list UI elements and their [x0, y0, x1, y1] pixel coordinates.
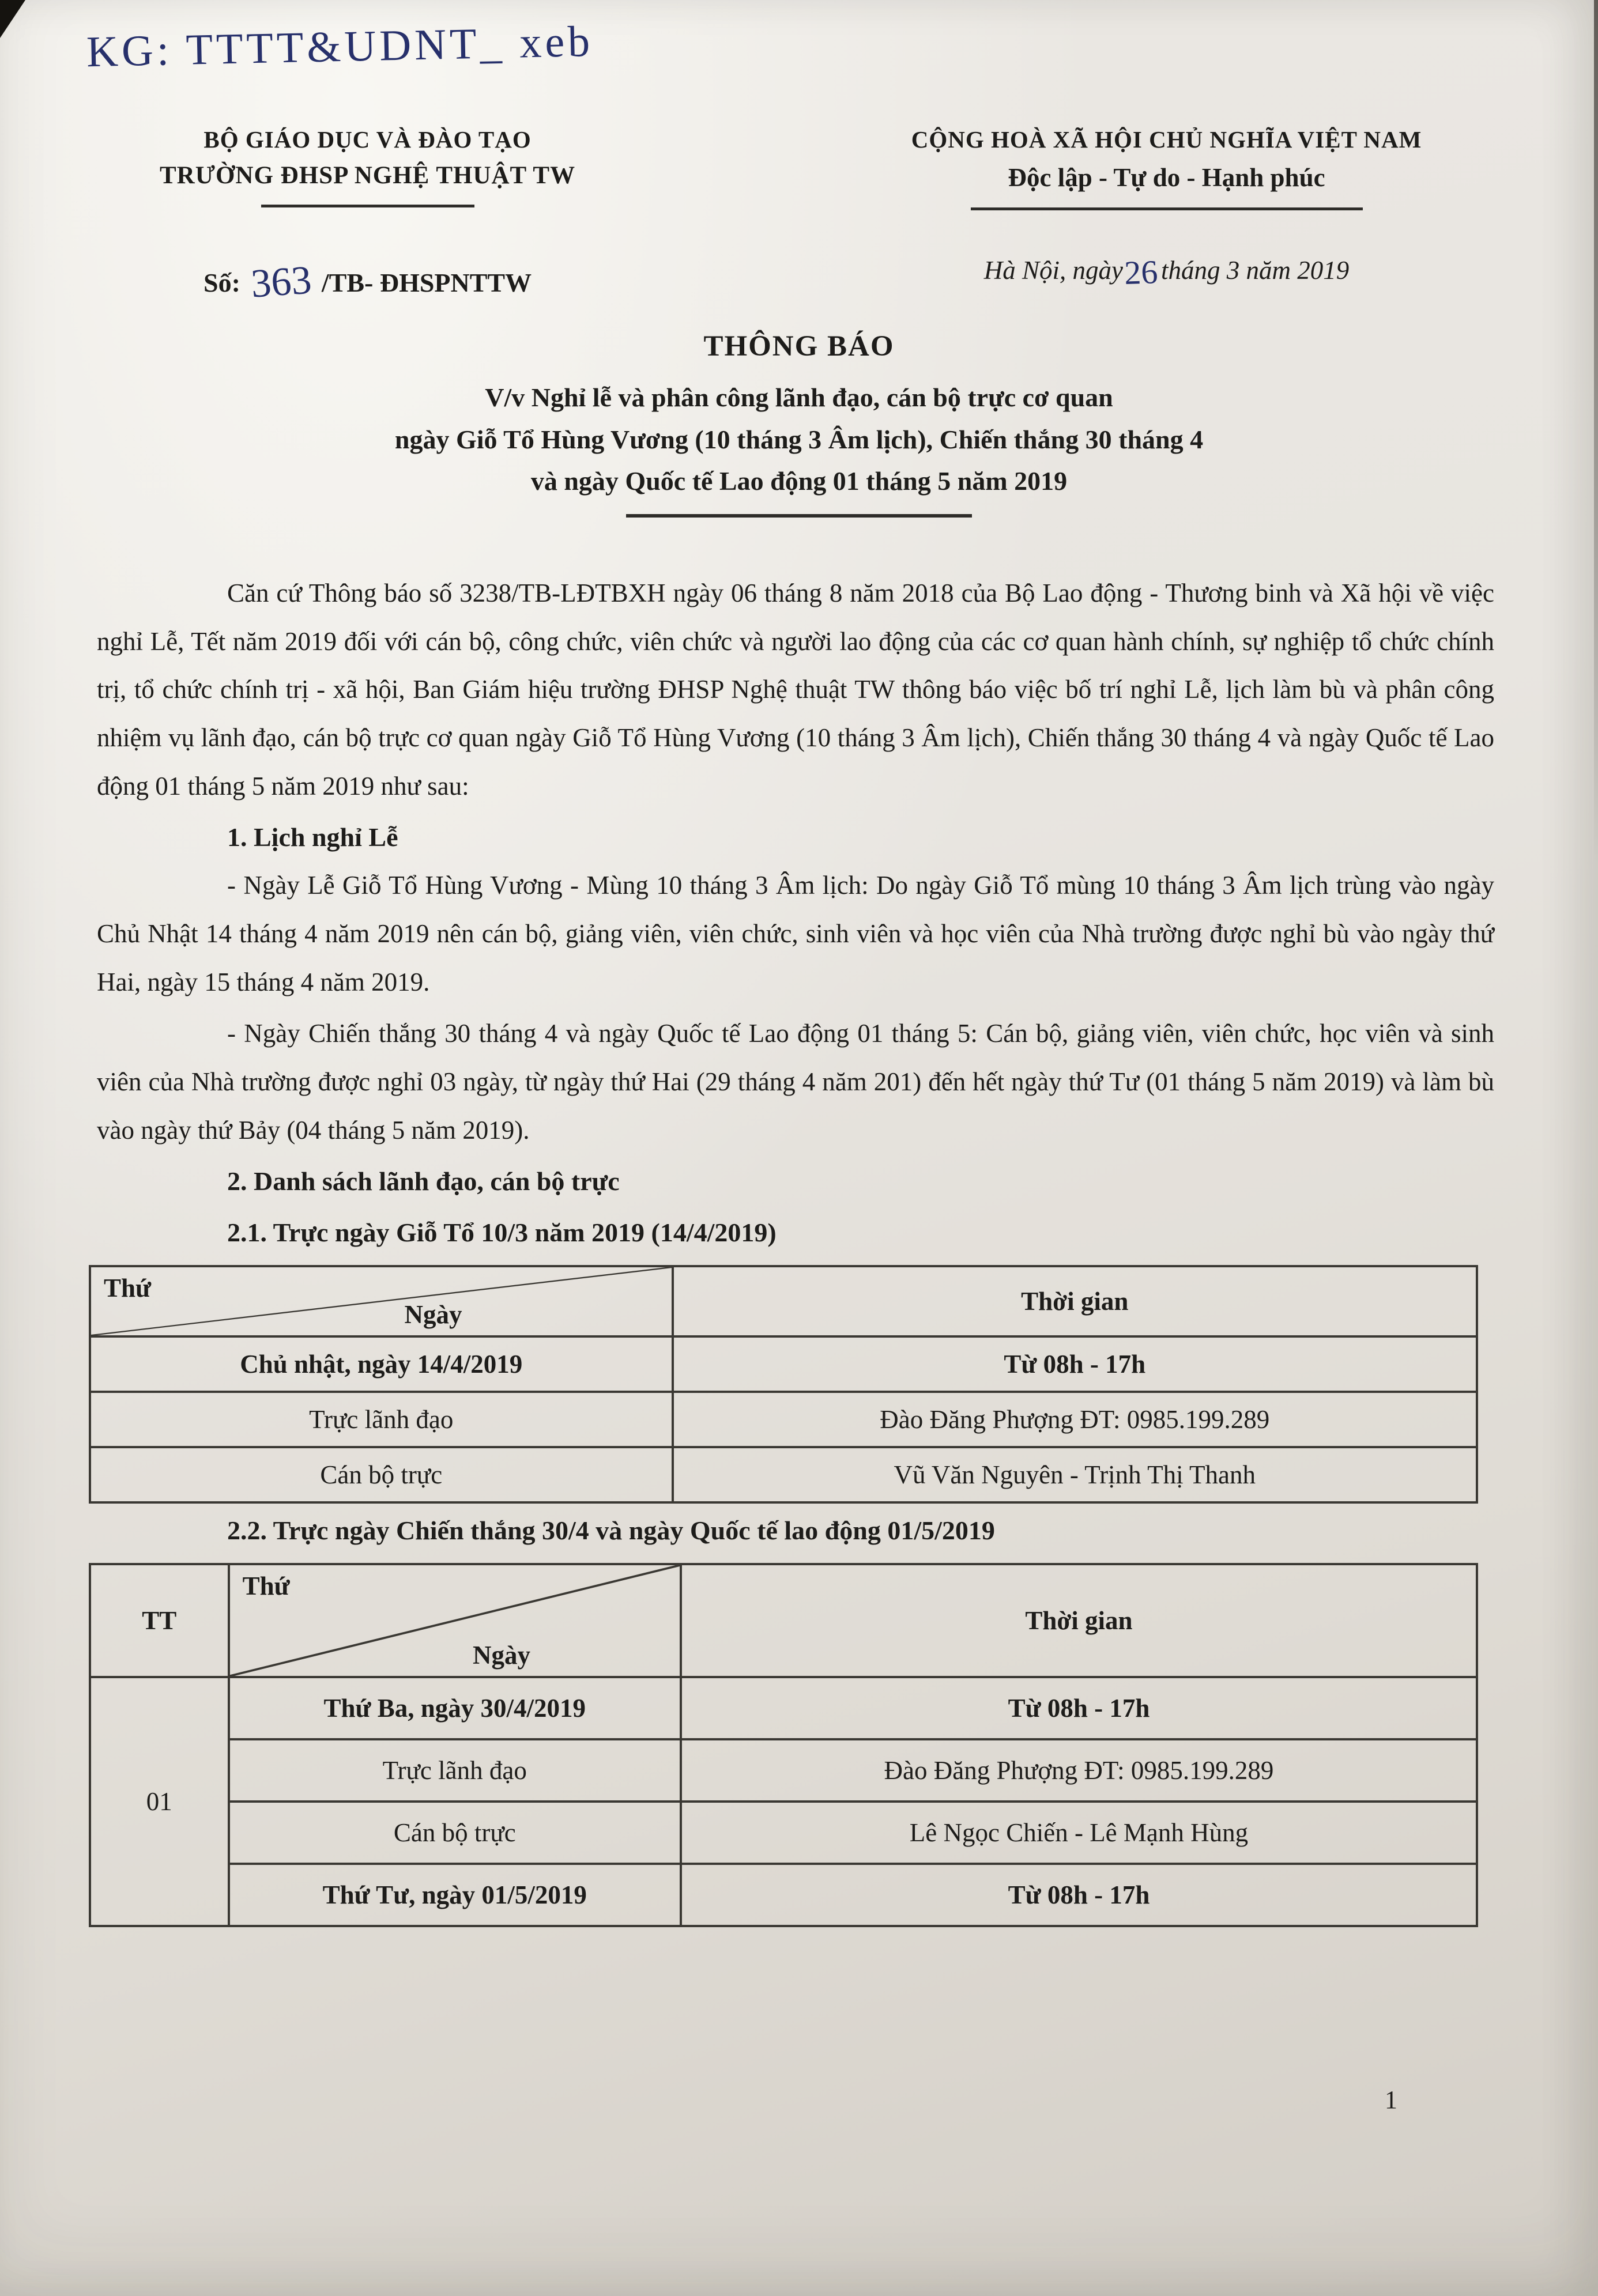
document-title: THÔNG BÁO [703, 330, 895, 362]
dateline [735, 248, 1598, 292]
paragraph-basis: Căn cứ Thông báo số 3238/TB-LĐTBXH ngày 06 tháng 8 năm 2018 của Bộ Lao động - Thương binh và Xã hội về việc nghỉ Lễ, Tết năm 2019 đối với cán bộ, công chức, viên chức và người lao động của các cơ quan hành chính, sự nghiệp tổ chức chính trị, tổ chức chính trị - xã hội, Ban Giám hiệu trường ĐHSP Nghệ thuật TW thông báo việc bố trí nghỉ Lễ, lịch làm bù và phân công nhiệm vụ lãnh đạo, cán bộ trực cơ quan ngày Giỗ Tổ Hùng Vương (10 tháng 3 Âm lịch), Chiến thắng 30 tháng 4 và ngày Quốc tế Lao động 01 tháng 5 năm 2019 như sau: [97, 579, 1494, 800]
group-index-cell: 01 [90, 1677, 229, 1926]
corner-label-thu: Thứ [104, 1273, 152, 1302]
document-subtitle [0, 377, 1598, 503]
corner-label-thu: Thứ [242, 1571, 290, 1600]
row-value: Đào Đăng Phượng ĐT: 0985.199.289 [681, 1739, 1477, 1802]
motto-underline [971, 207, 1363, 210]
corner-label-ngay: Ngày [472, 1640, 530, 1670]
doc-number-suffix: /TB- ĐHSPNTTW [321, 268, 532, 297]
row-value: Đào Đăng Phượng ĐT: 0985.199.289 [673, 1392, 1477, 1447]
scan-corner-artifact [0, 0, 25, 38]
dateline-prefix: Hà Nội, ngày [983, 256, 1124, 285]
diagonal-divider [91, 1267, 672, 1335]
table-corner-cell [90, 1266, 673, 1336]
university-name: TRƯỜNG ĐHSP NGHỆ THUẬT TW [160, 162, 576, 189]
table-row [90, 1392, 1477, 1447]
dateline-suffix: tháng 3 năm 2019 [1161, 256, 1350, 285]
corner-label-ngay: Ngày [404, 1300, 462, 1329]
row-value: Từ 08h - 17h [681, 1677, 1477, 1739]
document-body [97, 569, 1494, 1927]
table-row [90, 1447, 1477, 1502]
duty-table-30-4 [89, 1563, 1478, 1927]
section-2-2-heading: 2.2. Trực ngày Chiến thắng 30/4 và ngày Quốc tế lao động 01/5/2019 [227, 1515, 995, 1545]
doc-number-label: Số: [203, 268, 240, 297]
column-header-tt: TT [90, 1564, 229, 1677]
table-row [90, 1677, 1477, 1739]
document-header [0, 126, 1598, 307]
row-label: Thứ Ba, ngày 30/4/2019 [229, 1677, 681, 1739]
row-label: Trực lãnh đạo [229, 1739, 681, 1802]
title-underline [626, 514, 972, 518]
section-2-1-heading: 2.1. Trực ngày Giỗ Tổ 10/3 năm 2019 (14/4/2019) [227, 1218, 777, 1248]
section-1-item-1: - Ngày Lễ Giỗ Tổ Hùng Vương - Mùng 10 tháng 3 Âm lịch: Do ngày Giỗ Tổ mùng 10 tháng 3 Âm lịch trùng vào ngày Chủ Nhật 14 tháng 4 năm 2019 nên cán bộ, giảng viên, viên chức, sinh viên và học viên của Nhà trường được nghỉ bù vào ngày thứ Hai, ngày 15 tháng 4 năm 2019. [97, 871, 1494, 996]
national-motto: Độc lập - Tự do - Hạnh phúc [1008, 163, 1325, 192]
subtitle-line-2: ngày Giỗ Tổ Hùng Vương (10 tháng 3 Âm lịch), Chiến thắng 30 tháng 4 [394, 424, 1204, 454]
row-label: Cán bộ trực [229, 1802, 681, 1864]
table-header-row [90, 1564, 1477, 1677]
row-label: Trực lãnh đạo [90, 1392, 673, 1447]
ministry-name: BỘ GIÁO DỤC VÀ ĐÀO TẠO [203, 126, 532, 153]
row-label: Thứ Tư, ngày 01/5/2019 [229, 1864, 681, 1926]
row-value: Từ 08h - 17h [681, 1864, 1477, 1926]
subtitle-line-1: V/v Nghỉ lễ và phân công lãnh đạo, cán bộ trực cơ quan [485, 383, 1113, 412]
row-label: Chủ nhật, ngày 14/4/2019 [90, 1336, 673, 1392]
row-value: Vũ Văn Nguyên - Trịnh Thị Thanh [673, 1447, 1477, 1502]
dateline-day-handwritten: 26 [1124, 253, 1159, 292]
table-corner-cell [229, 1564, 681, 1677]
subtitle-line-3: và ngày Quốc tế Lao động 01 tháng 5 năm 2019 [530, 466, 1068, 496]
section-1-item-2: - Ngày Chiến thắng 30 tháng 4 và ngày Quốc tế Lao động 01 tháng 5: Cán bộ, giảng viên, viên chức, học viên và sinh viên của Nhà trường được nghỉ 03 ngày, từ ngày thứ Hai (29 tháng 4 năm 201) đến hết ngày thứ Tư (01 tháng 5 năm 2019) và làm bù vào ngày thứ Bảy (04 tháng 5 năm 2019). [97, 1019, 1494, 1145]
title-block [0, 330, 1598, 518]
doc-number-handwritten: 363 [249, 258, 313, 307]
row-label: Cán bộ trực [90, 1447, 673, 1502]
table-row [90, 1739, 1477, 1802]
section-1-heading: 1. Lịch nghỉ Lễ [227, 822, 398, 852]
column-header-thoi-gian: Thời gian [673, 1266, 1477, 1336]
handwritten-routing-note: KG: TTTT&UDNT_ xeb [86, 17, 594, 77]
table-row [90, 1336, 1477, 1392]
row-value: Lê Ngọc Chiến - Lê Mạnh Hùng [681, 1802, 1477, 1864]
section-2-heading: 2. Danh sách lãnh đạo, cán bộ trực [227, 1166, 620, 1196]
org-underline [261, 205, 474, 207]
page-number: 1 [1385, 2086, 1397, 2114]
diagonal-divider [230, 1565, 680, 1676]
table-row [90, 1864, 1477, 1926]
issuing-org-block [0, 126, 735, 307]
duty-table-gio-to [89, 1265, 1478, 1504]
row-value: Từ 08h - 17h [673, 1336, 1477, 1392]
table-header-row [90, 1266, 1477, 1336]
national-header-block [735, 126, 1598, 302]
table-row [90, 1802, 1477, 1864]
column-header-thoi-gian: Thời gian [681, 1564, 1477, 1677]
doc-number [0, 256, 735, 307]
national-title: CỘNG HOÀ XÃ HỘI CHỦ NGHĨA VIỆT NAM [911, 126, 1422, 153]
